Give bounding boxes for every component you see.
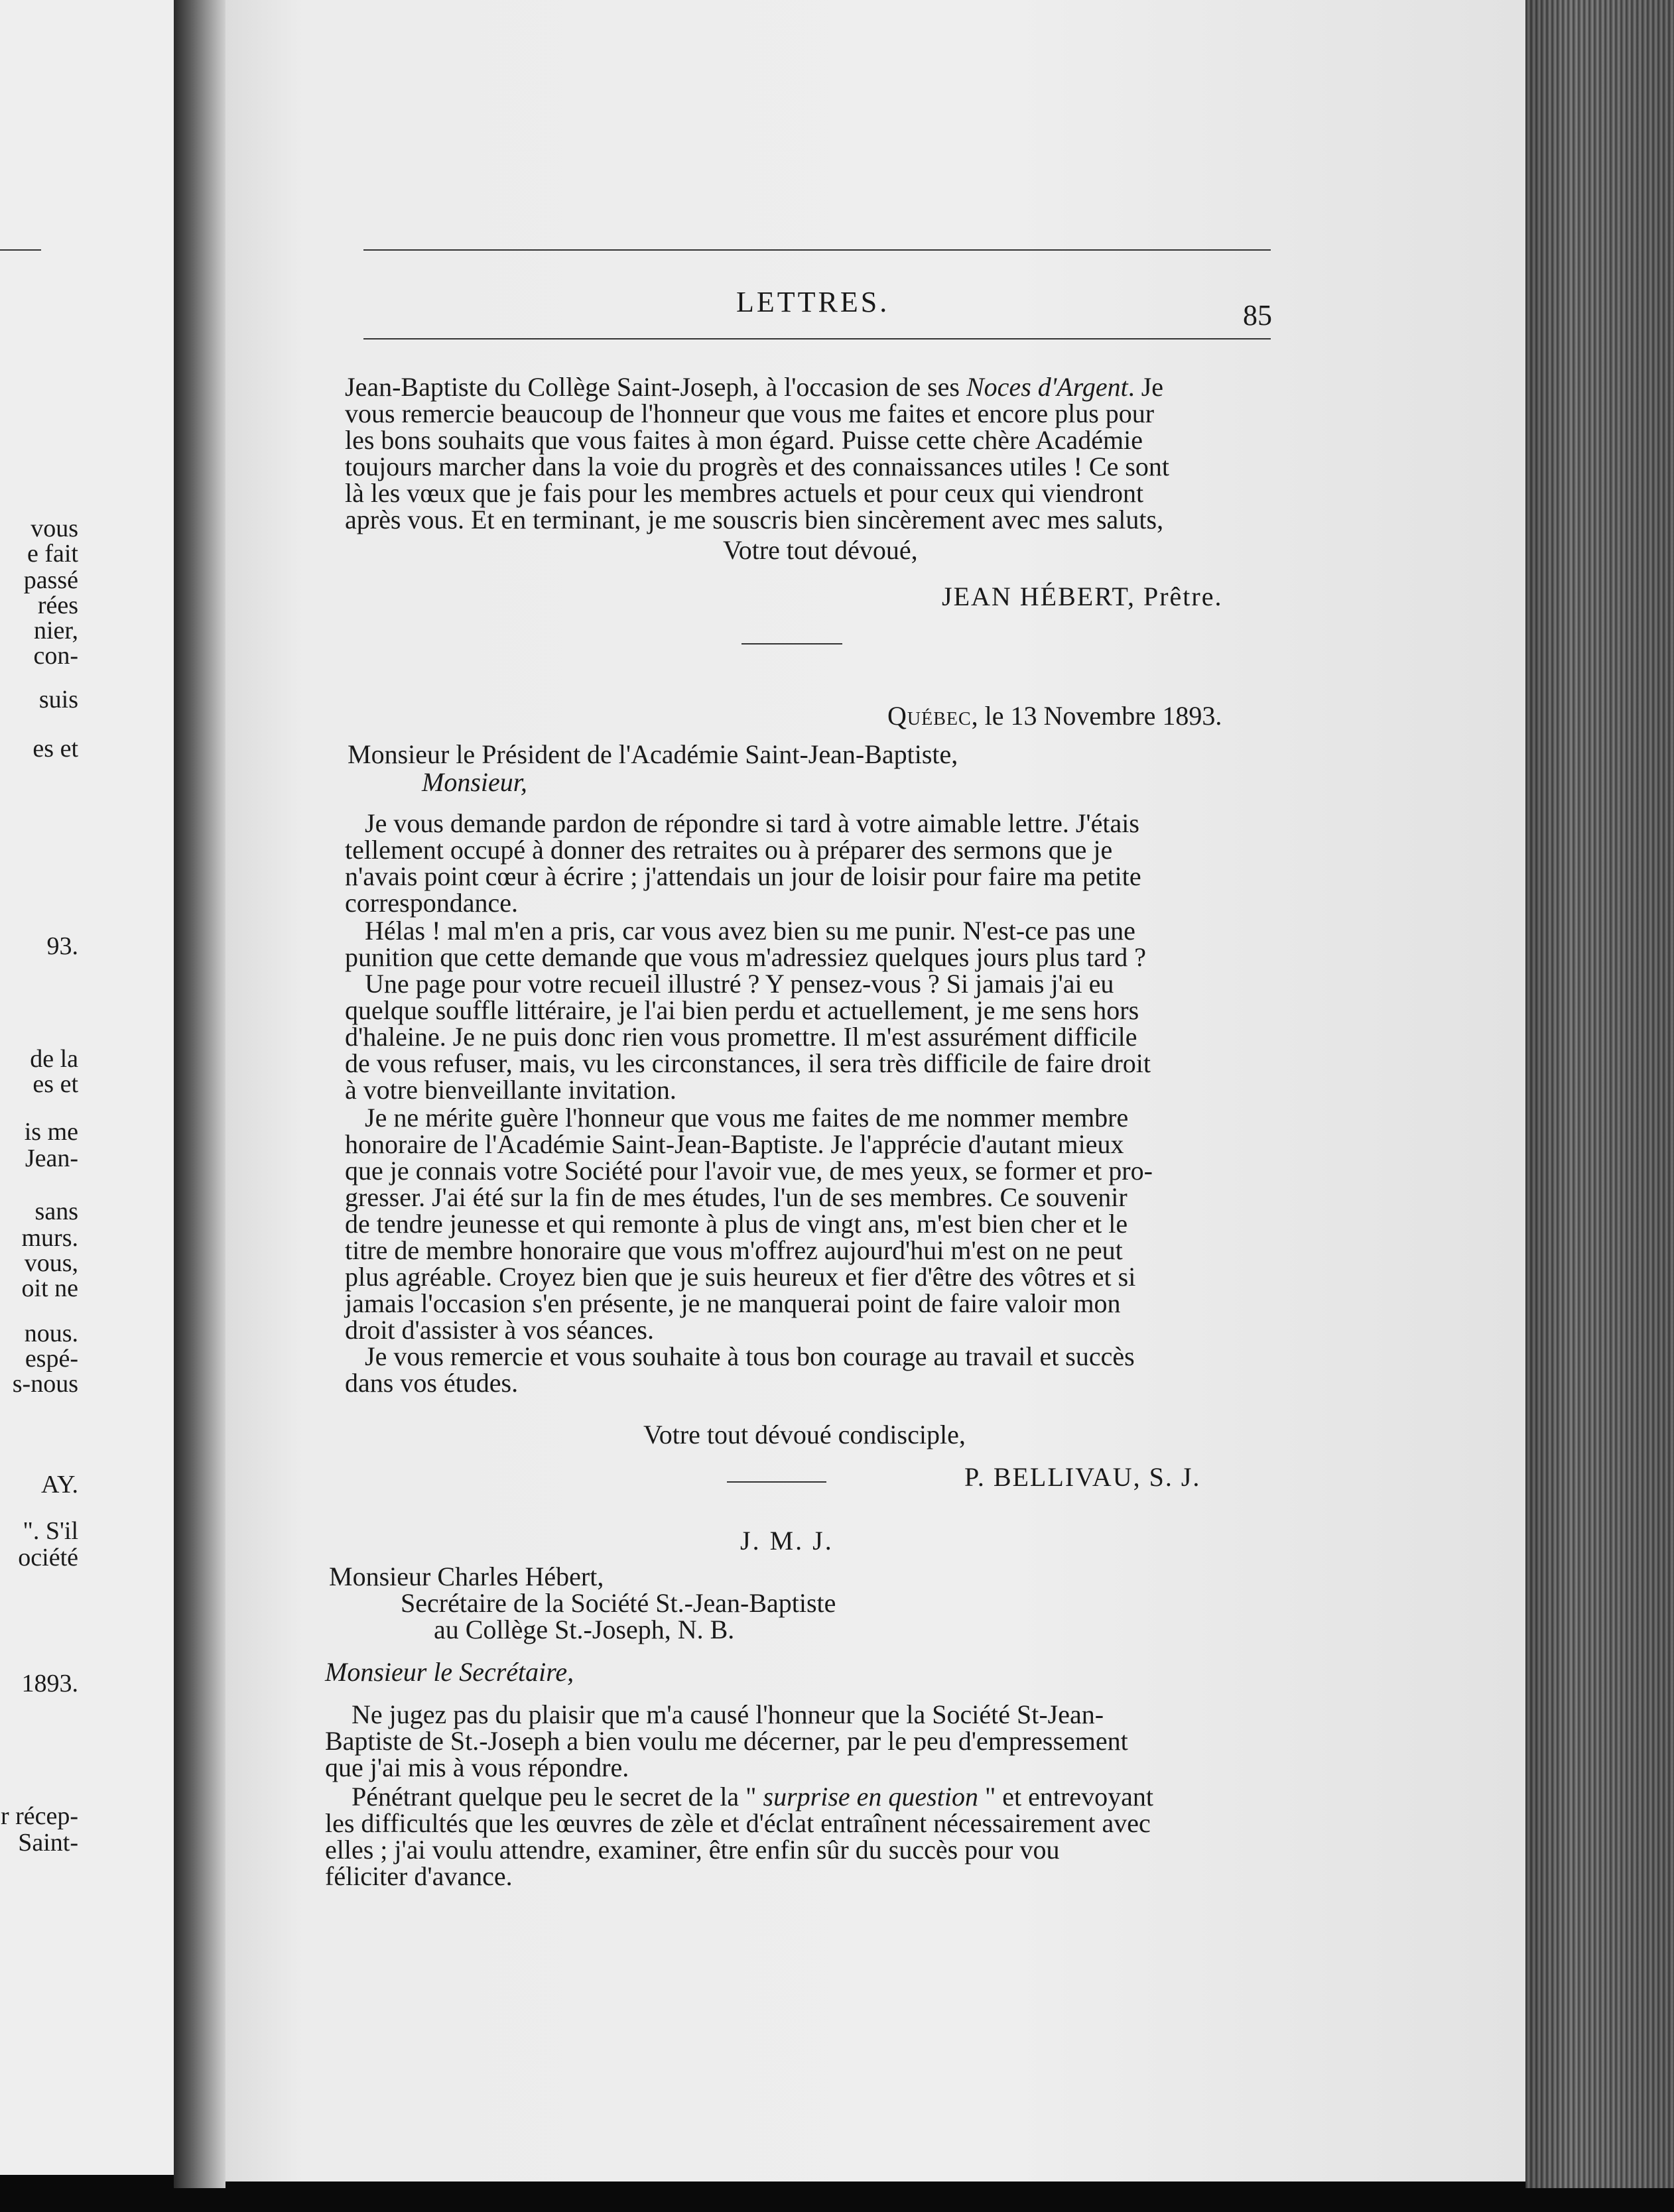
left-page-fragment-text: murs. [21,1224,78,1252]
surprise-italic: surprise en question [763,1782,978,1812]
left-page-fragment-text: s-nous [12,1370,78,1398]
left-page-fragment-text: is me [24,1118,78,1146]
left-page-fragment-text: vous, [24,1249,78,1277]
body-line: tellement occupé à donner des retraites ou à préparer des sermons que je [345,835,1113,865]
left-page-rule [0,249,41,251]
left-page-fragment [0,0,174,2175]
header-top-rule [363,249,1271,251]
left-page-fragment-text: ". S'il [23,1517,78,1545]
body-line: Ne jugez pas du plaisir que m'a causé l'honneur que la Société St-Jean- [352,1699,1104,1729]
left-page-fragment-text: es et [32,735,78,763]
surprise-after: " et entrevoyant [978,1782,1153,1812]
signature: JEAN HÉBERT, Prêtre. [942,582,1223,611]
closing: Votre tout dévoué, [723,535,918,565]
closing: Votre tout dévoué condisciple, [643,1420,966,1449]
body-line: vous remercie beaucoup de l'honneur que vous me faites et encore plus pour [345,399,1155,428]
book-gutter [174,0,225,2188]
body-line: que je connais votre Société pour l'avoir vue, de mes yeux, se former et pro- [345,1156,1153,1186]
separator-rule [741,643,842,645]
body-line: Je vous demande pardon de répondre si tard à votre aimable lettre. J'étais [365,808,1139,838]
signature: P. BELLIVAU, S. J. [964,1462,1201,1492]
left-page-fragment-text: nier, [33,617,78,645]
body-line: que j'ai mis à vous répondre. [325,1752,629,1782]
body-line: elles ; j'ai voulu attendre, examiner, être enfin sûr du succès pour vou [325,1835,1060,1865]
body-line: Une page pour votre recueil illustré ? Y pensez-vous ? Si jamais j'ai eu [365,969,1114,999]
body-line: après vous. Et en terminant, je me souscris bien sincèrement avec mes saluts, [345,505,1164,534]
left-page-fragment-text: 93. [46,932,78,960]
body-line: Jean-Baptiste du Collège Saint-Joseph, à l'occasion de ses Noces d'Argent. Je [345,372,1164,402]
body-line: là les vœux que je fais pour les membres actuels et pour ceux qui viendront [345,478,1144,508]
running-head: LETTRES. [736,286,890,318]
body-line: plus agréable. Croyez bien que je suis heureux et fier d'être des vôtres et si [345,1262,1136,1292]
body-line: jamais l'occasion s'en présente, je ne manquerai point de faire valoir mon [345,1288,1121,1318]
body-line: toujours marcher dans la voie du progrès et des connaissances utiles ! Ce sont [345,452,1170,481]
body-line: Je ne mérite guère l'honneur que vous me faites de me nommer membre [365,1103,1129,1133]
body-line: dans vos études. [345,1368,519,1398]
body-line: titre de membre honoraire que vous m'offrez aujourd'hui m'est on ne peut [345,1235,1123,1265]
body-line: de tendre jeunesse et qui remonte à plus de vingt ans, m'est bien cher et le [345,1209,1128,1239]
place: Québec [887,701,972,731]
addressee-address: au Collège St.-Joseph, N. B. [434,1615,735,1644]
surprise-before: Pénétrant quelque peu le secret de la " [352,1782,763,1812]
body-line: les bons souhaits que vous faites à mon égard. Puisse cette chère Académie [345,425,1143,455]
left-page-fragment-text: Saint- [18,1829,78,1857]
book-page-edges-shade [1525,0,1674,2188]
left-page-fragment-text: es et [32,1070,78,1098]
left-page-fragment-text: de la [30,1045,78,1073]
letter-heading: J. M. J. [740,1526,834,1556]
body-line: de vous refuser, mais, vu les circonstances, il sera très difficile de faire droit [345,1048,1151,1078]
body-line: gresser. J'ai été sur la fin de mes études, l'un de ses membres. Ce souvenir [345,1182,1127,1212]
left-page-fragment-text: rées [37,591,78,619]
addressee: Monsieur le Président de l'Académie Saint-Jean-Baptiste, [348,739,958,769]
date-line [887,703,1222,729]
left-page-fragment-text: sans [34,1198,78,1225]
body-line: punition que cette demande que vous m'adressiez quelques jours plus tard ? [345,942,1146,972]
addressee-title: Secrétaire de la Société St.-Jean-Baptiste [401,1588,836,1618]
left-page-fragment-text: con- [33,642,78,670]
body-line: Baptiste de St.-Joseph a bien voulu me décerner, par le peu d'empressement [325,1726,1128,1756]
left-page-fragment-text: passé [23,566,78,594]
body-line: n'avais point cœur à écrire ; j'attendais un jour de loisir pour faire ma petite [345,861,1141,891]
body-line: féliciter d'avance. [325,1861,513,1891]
salutation: Monsieur le Secrétaire, [325,1657,574,1687]
body-line: à votre bienveillante invitation. [345,1075,676,1105]
addressee-name: Monsieur Charles Hébert, [329,1562,604,1591]
left-page-fragment-text: e fait [27,540,78,568]
left-page-fragment-text: AY. [41,1471,78,1499]
body-line: honoraire de l'Académie Saint-Jean-Baptiste. Je l'apprécie d'autant mieux [345,1129,1124,1159]
left-page-fragment-text: nous. [24,1320,78,1347]
separator-rule [727,1481,826,1483]
left-page-fragment-text: suis [38,686,78,713]
body-line [325,1784,1267,1810]
left-page-fragment-text: ociété [18,1544,78,1571]
body-line: correspondance. [345,888,518,918]
body-line: les difficultés que les œuvres de zèle et d'éclat entraînent nécessairement avec [325,1808,1151,1838]
body-line: Hélas ! mal m'en a pris, car vous avez bien su me punir. N'est-ce pas une [365,916,1135,946]
left-page-fragment-text: vous [31,515,78,542]
left-page-fragment-text: oit ne [21,1274,78,1302]
left-page-fragment-text: espé- [25,1345,78,1373]
left-page-fragment-text: r récep- [0,1802,78,1830]
left-page-fragment-text: 1893. [21,1670,78,1697]
body-line: quelque souffle littéraire, je l'ai bien perdu et actuellement, je me sens hors [345,995,1139,1025]
date: , le 13 Novembre 1893. [971,701,1222,731]
salutation: Monsieur, [422,767,527,797]
page-number: 85 [1243,299,1272,332]
left-page-fragment-text: Jean- [25,1144,78,1172]
header-bottom-rule [363,338,1271,339]
body-line: droit d'assister à vos séances. [345,1315,654,1345]
body-line: Je vous remercie et vous souhaite à tous bon courage au travail et succès [365,1341,1135,1371]
body-line: d'haleine. Je ne puis donc rien vous promettre. Il m'est assurément difficile [345,1022,1137,1052]
